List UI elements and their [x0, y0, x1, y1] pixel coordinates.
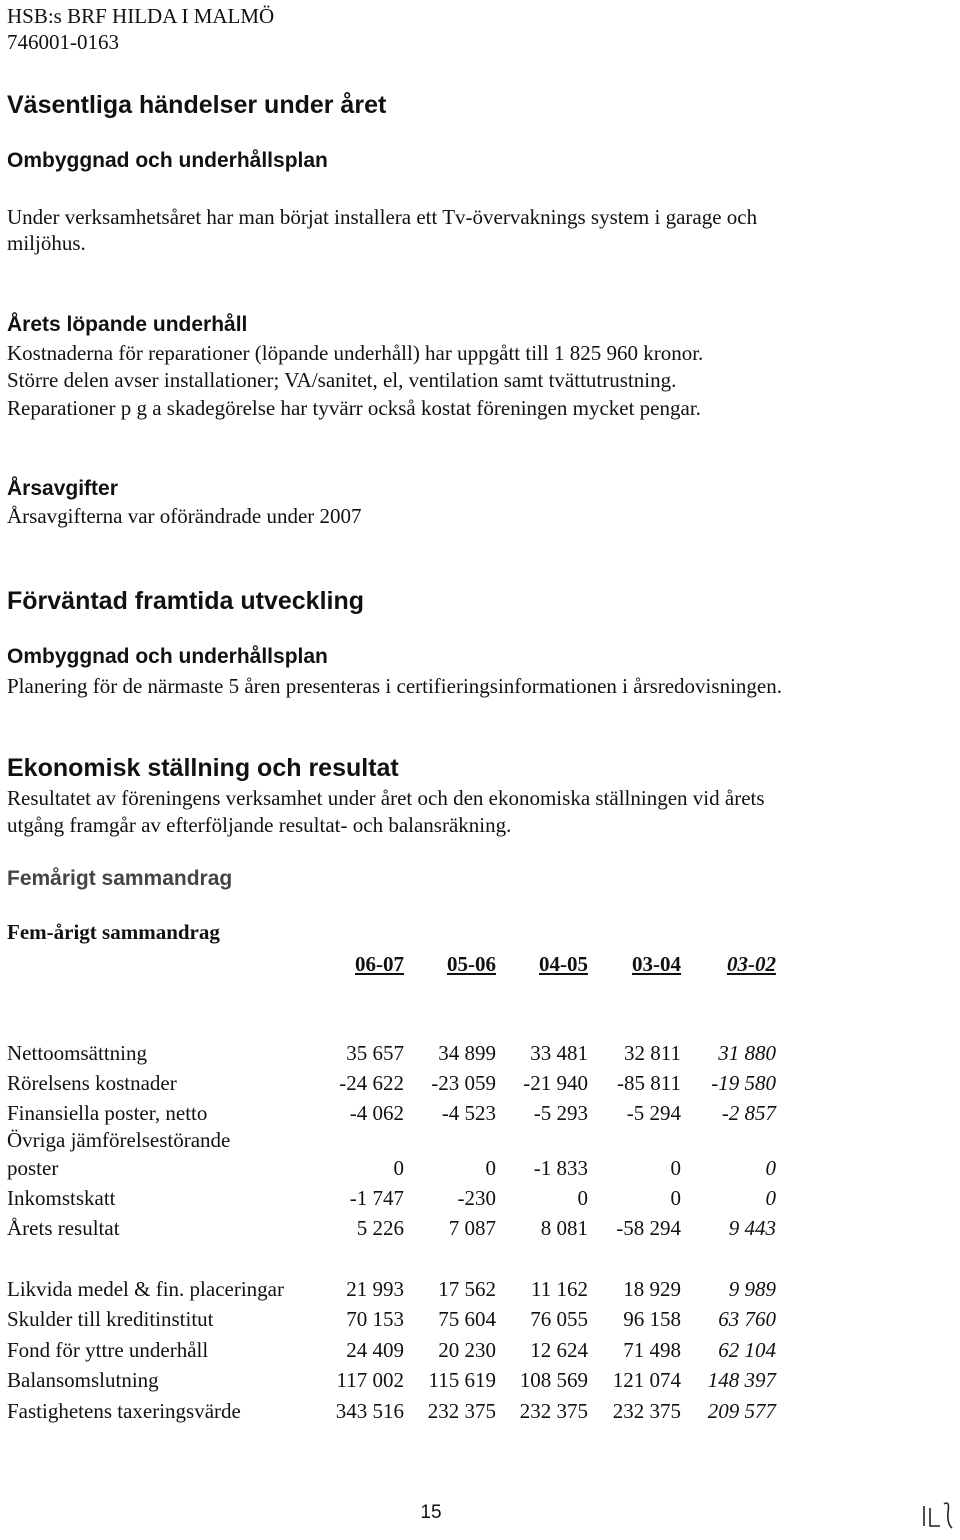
- table-cell: 8 081: [540, 1216, 588, 1240]
- row-label: Balansomslutning: [7, 1368, 159, 1392]
- table-header-row: [0, 952, 960, 980]
- org-number: 746001-0163: [7, 30, 119, 54]
- table-cell: -1 833: [533, 1156, 588, 1180]
- column-header: 03-04: [632, 952, 681, 976]
- subsection-title-ombyggnad: Ombyggnad och underhållsplan: [7, 149, 328, 172]
- table-cell: 232 375: [519, 1399, 588, 1423]
- table-row: [0, 1399, 960, 1427]
- table-row: [0, 1368, 960, 1396]
- table-cell: 11 162: [531, 1277, 588, 1301]
- table-row: [0, 1071, 960, 1099]
- row-label: Nettoomsättning: [7, 1041, 147, 1065]
- table-cell: 34 899: [438, 1041, 496, 1065]
- table-cell: -2 857: [721, 1101, 776, 1125]
- row-label: Finansiella poster, netto: [7, 1101, 208, 1125]
- table-cell: 32 811: [624, 1041, 681, 1065]
- paragraph-ombyggnad-line1: Under verksamhetsåret har man börjat installera ett Tv-övervaknings system i garage och: [7, 205, 758, 229]
- row-label: Fastighetens taxeringsvärde: [7, 1399, 241, 1423]
- subsection-title-arsavgifter: Årsavgifter: [7, 477, 118, 500]
- table-cell: 0: [765, 1186, 776, 1210]
- table-cell: 115 619: [428, 1368, 496, 1392]
- table-cell: 209 577: [707, 1399, 776, 1423]
- table-cell: 343 516: [335, 1399, 404, 1423]
- subsection-title-lopande: Årets löpande underhåll: [7, 313, 248, 336]
- row-label: Fond för yttre underhåll: [7, 1338, 209, 1362]
- initials-signature: [918, 1496, 958, 1536]
- section-title-ekonomisk: Ekonomisk ställning och resultat: [7, 754, 399, 782]
- table-row: [0, 1277, 960, 1305]
- summary-heading: Femårigt sammandrag: [7, 867, 233, 890]
- row-label: Likvida medel & fin. placeringar: [7, 1277, 284, 1301]
- row-label: Årets resultat: [7, 1216, 120, 1240]
- table-cell: -230: [457, 1186, 496, 1210]
- table-cell: -4 062: [349, 1101, 404, 1125]
- table-cell: 7 087: [448, 1216, 496, 1240]
- table-cell: 31 880: [718, 1041, 776, 1065]
- table-cell: 71 498: [623, 1338, 681, 1362]
- table-cell: 9 989: [728, 1277, 776, 1301]
- table-row: [0, 1128, 960, 1184]
- table-cell: 24 409: [346, 1338, 404, 1362]
- table-row: [0, 1216, 960, 1244]
- table-cell: -5 294: [626, 1101, 681, 1125]
- table-cell: 0: [485, 1156, 496, 1180]
- paragraph-ekonomisk-line1: Resultatet av föreningens verksamhet under året och den ekonomiska ställningen vid årets: [7, 786, 765, 810]
- row-label: Inkomstskatt: [7, 1186, 116, 1210]
- table-cell: 96 158: [623, 1307, 681, 1331]
- table-cell: -4 523: [441, 1101, 496, 1125]
- table-cell: -5 293: [533, 1101, 588, 1125]
- table-cell: 117 002: [336, 1368, 404, 1392]
- table-cell: 21 993: [346, 1277, 404, 1301]
- table-cell: 0: [393, 1156, 404, 1180]
- table-cell: 148 397: [707, 1368, 776, 1392]
- table-cell: 232 375: [612, 1399, 681, 1423]
- section-title-framtida: Förväntad framtida utveckling: [7, 587, 365, 615]
- table-cell: 0: [670, 1156, 681, 1180]
- table-cell: -23 059: [431, 1071, 496, 1095]
- table-cell: 9 443: [728, 1216, 776, 1240]
- table-cell: -58 294: [616, 1216, 681, 1240]
- paragraph-lopande-line1: Kostnaderna för reparationer (löpande underhåll) har uppgått till 1 825 960 kronor.: [7, 341, 704, 365]
- row-label: Övriga jämförelsestörande: [7, 1128, 231, 1152]
- paragraph-ombyggnad-line2: miljöhus.: [7, 231, 86, 255]
- table-cell: 108 569: [519, 1368, 588, 1392]
- row-label: Skulder till kreditinstitut: [7, 1307, 214, 1331]
- table-cell: -24 622: [339, 1071, 404, 1095]
- paragraph-framtida: Planering för de närmaste 5 åren presenteras i certifieringsinformationen i årsredovisningen.: [7, 674, 782, 698]
- table-cell: 17 562: [438, 1277, 496, 1301]
- table-cell: 76 055: [530, 1307, 588, 1331]
- table-cell: 121 074: [612, 1368, 681, 1392]
- table-cell: 0: [577, 1186, 588, 1210]
- paragraph-lopande-line2: Större delen avser installationer; VA/sanitet, el, ventilation samt tvättutrustning.: [7, 368, 677, 392]
- table-row: [0, 1041, 960, 1069]
- table-cell: 0: [765, 1156, 776, 1180]
- table-row: [0, 1101, 960, 1129]
- table-cell: 62 104: [718, 1338, 776, 1362]
- table-row: [0, 1186, 960, 1214]
- table-cell: 18 929: [623, 1277, 681, 1301]
- table-cell: 35 657: [346, 1041, 404, 1065]
- table-cell: 70 153: [346, 1307, 404, 1331]
- table-title: Fem-årigt sammandrag: [7, 920, 220, 944]
- page-number: 15: [420, 1502, 442, 1523]
- table-cell: 63 760: [718, 1307, 776, 1331]
- table-cell: -85 811: [617, 1071, 681, 1095]
- table-cell: -21 940: [523, 1071, 588, 1095]
- column-header: 06-07: [355, 952, 404, 976]
- table-cell: 20 230: [438, 1338, 496, 1362]
- table-cell: 75 604: [438, 1307, 496, 1331]
- row-label: Rörelsens kostnader: [7, 1071, 177, 1095]
- paragraph-arsavgifter: Årsavgifterna var oförändrade under 2007: [7, 504, 362, 528]
- table-row: [0, 1307, 960, 1335]
- org-name: HSB:s BRF HILDA I MALMÖ: [7, 4, 275, 28]
- paragraph-lopande-line3: Reparationer p g a skadegörelse har tyvärr också kostat föreningen mycket pengar.: [7, 396, 701, 420]
- paragraph-ekonomisk-line2: utgång framgår av efterföljande resultat- och balansräkning.: [7, 813, 512, 837]
- table-row: [0, 1338, 960, 1366]
- table-cell: -1 747: [349, 1186, 404, 1210]
- section-title-vasentliga: Väsentliga händelser under året: [7, 91, 387, 119]
- table-cell: 33 481: [530, 1041, 588, 1065]
- table-cell: 5 226: [356, 1216, 404, 1240]
- table-cell: 12 624: [530, 1338, 588, 1362]
- table-cell: 0: [670, 1186, 681, 1210]
- row-label-continuation: poster: [7, 1156, 59, 1180]
- subsection-title-framtida-ombyggnad: Ombyggnad och underhållsplan: [7, 645, 328, 668]
- table-cell: -19 580: [711, 1071, 776, 1095]
- column-header: 05-06: [447, 952, 496, 976]
- column-header: 04-05: [539, 952, 588, 976]
- table-cell: 232 375: [427, 1399, 496, 1423]
- column-header: 03-02: [727, 952, 776, 976]
